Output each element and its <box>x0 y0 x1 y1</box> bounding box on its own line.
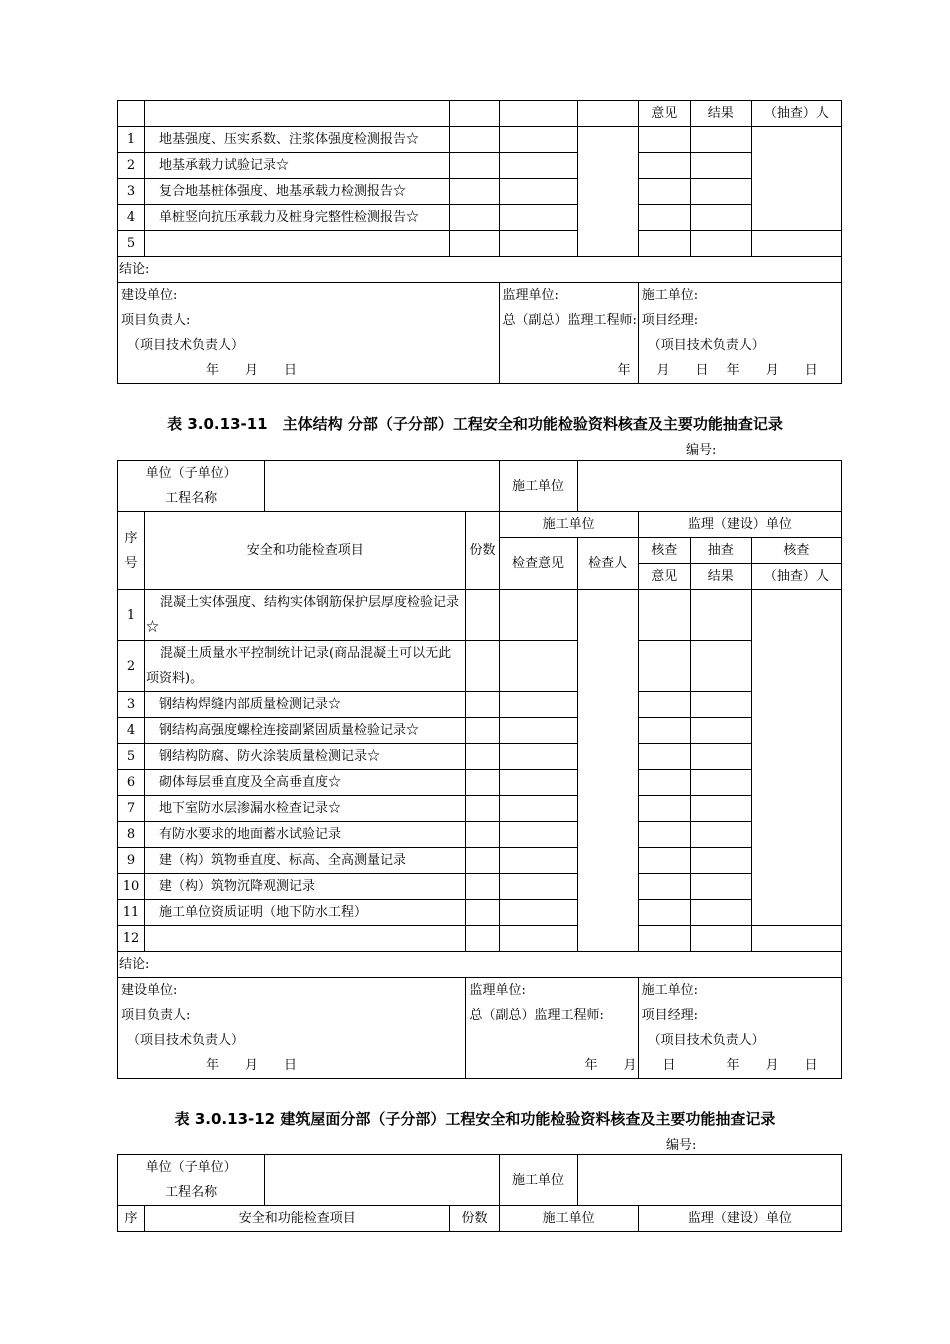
col-copies: 份数 <box>450 1206 499 1232</box>
col-contractor: 施工单位 <box>499 512 638 538</box>
col-contractor: 施工单位 <box>499 1206 638 1232</box>
col-item: 安全和功能检查项目 <box>145 1206 450 1232</box>
table-row: 2 地基承载力试验记录☆ <box>118 153 842 179</box>
unit-name-label: 单位（子单位） 工程名称 <box>118 1155 265 1206</box>
table-row: 11 施工单位资质证明（地下防水工程） <box>118 900 842 926</box>
table-row: 7 地下室防水层渗漏水检查记录☆ <box>118 796 842 822</box>
col-checker: 检查人 <box>577 538 638 590</box>
table11: 单位（子单位） 工程名称 施工单位 序号 安全和功能检查项目 份数 施工单位 监理（建设）单位 检查意见 检查人 核查 抽查 核查 意见 结果 （抽查）人 1 混凝土实体强度、结构实体钢筋保护层厚度检验记录☆ 2 混凝土质量水平控制统计记录(商品混凝土可以无此项资料)。 3 钢结构焊缝内部质量检测记录☆ 4 钢结构高强度螺栓连接副紧固质量检验记录☆ 5 钢结构防腐、防火涂装质量检测记录☆ 6 砌体每层垂直度及全高垂直度☆ 7 地下室防水层渗漏水检查记录☆ 8 有防水要求的地面蓄水试验记录 9 建（构）筑物垂直度、标高、全高测量记录 10 建（构）筑物沉降观测记录 11 施工单位资质证明（地下防水工程） 12 结论: 建设单位: 项目负责人: （项目技术负责人） 年 月 日 监理单位: 总（副总）监理工程师: 年 月 日 施工单位: 项目经理: （项目技术负责人） 年 月 日 <box>117 460 842 1079</box>
table-row: 3 钢结构焊缝内部质量检测记录☆ <box>118 692 842 718</box>
table-row: 5 <box>118 231 842 257</box>
contractor-label: 施工单位 <box>499 461 577 512</box>
sign-owner: 建设单位: 项目负责人: （项目技术负责人） 年 月 日 <box>118 283 500 384</box>
table12-code-label: 编号: <box>666 1138 697 1153</box>
table-row: 8 有防水要求的地面蓄水试验记录 <box>118 822 842 848</box>
col-item: 安全和功能检查项目 <box>145 512 466 590</box>
table-row: 4 单桩竖向抗压承载力及桩身完整性检测报告☆ <box>118 205 842 231</box>
table12-title: 表 3.0.13-12 建筑屋面分部（子分部）工程安全和功能检验资料核查及主要功能抽查记录 <box>174 1110 776 1128</box>
table-row: 5 钢结构防腐、防火涂装质量检测记录☆ <box>118 744 842 770</box>
col-header-person: （抽查）人 <box>751 101 841 127</box>
conclusion: 结论: <box>118 257 842 283</box>
contractor-label: 施工单位 <box>499 1155 577 1206</box>
table-row: 1 混凝土实体强度、结构实体钢筋保护层厚度检验记录☆ <box>118 590 842 641</box>
table-row: 3 复合地基桩体强度、地基承载力检测报告☆ <box>118 179 842 205</box>
sign-supervisor: 监理单位: 总（副总）监理工程师: 年 月 日 <box>466 978 638 1079</box>
table-row: 6 砌体每层垂直度及全高垂直度☆ <box>118 770 842 796</box>
table11-code-label: 编号: <box>686 443 717 458</box>
col-no: 序号 <box>118 512 145 590</box>
col-check-opinion: 检查意见 <box>499 538 577 590</box>
table12 <box>117 1154 842 1232</box>
col-header-result: 结果 <box>690 101 751 127</box>
sign-contractor: 施工单位: 项目经理: （项目技术负责人） 年 月 日 <box>638 283 841 384</box>
table-row: 2 混凝土质量水平控制统计记录(商品混凝土可以无此项资料)。 <box>118 641 842 692</box>
sign-contractor: 施工单位: 项目经理: （项目技术负责人） 年 月 日 <box>638 978 841 1079</box>
table-prev <box>117 100 842 384</box>
table-row: 10 建（构）筑物沉降观测记录 <box>118 874 842 900</box>
col-no: 序 <box>118 1206 145 1232</box>
unit-name-label: 单位（子单位） 工程名称 <box>118 461 265 512</box>
col-supervisor: 监理（建设）单位 <box>638 512 841 538</box>
table-row: 1 地基强度、压实系数、注浆体强度检测报告☆ <box>118 127 842 153</box>
col-supervisor: 监理（建设）单位 <box>638 1206 841 1232</box>
col-header-opinion: 意见 <box>638 101 690 127</box>
col-copies: 份数 <box>466 512 499 590</box>
table-row: 9 建（构）筑物垂直度、标高、全高测量记录 <box>118 848 842 874</box>
table-row: 4 钢结构高强度螺栓连接副紧固质量检验记录☆ <box>118 718 842 744</box>
table-row: 12 <box>118 926 842 952</box>
conclusion: 结论: <box>118 952 842 978</box>
sign-supervisor: 监理单位: 总（副总）监理工程师: 年 月 日 <box>499 283 638 384</box>
sign-owner: 建设单位: 项目负责人: （项目技术负责人） 年 月 日 <box>118 978 466 1079</box>
table11-title: 表 3.0.13-11 主体结构 分部（子分部）工程安全和功能检验资料核查及主要功能抽查记录 <box>167 415 783 433</box>
